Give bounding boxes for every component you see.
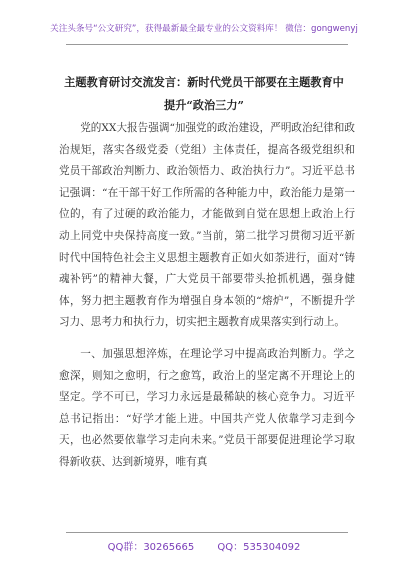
footer-contact: [0, 538, 408, 553]
header-divider: [66, 44, 348, 45]
document-title-line1: 主题教育研讨交流发言：新时代党员干部要在主题教育中: [64, 75, 344, 89]
footer-divider: [66, 532, 348, 533]
document-title-line2: 提升“政治三力”: [164, 98, 244, 112]
paragraph: 党的XX大报告强调“加强党的政治建设，严明政治纪律和政治规矩，落实各级党委（党组）主体责任，提高各级党组织和党员干部政治判断力、政治领悟力、政治执行力”。习近平总书记强调：“在干部干好工作所需的各种能力中，政治能力是第一位的，有了过硬的政治能力，才能做到自觉在思想上政治上行动上同党中央保持高度一致。”当前，第二批学习贯彻习近平新时代中国特色社会主义思想主题教育正如火如荼进行，面对“铸魂补钙”的精神大餐，广大党员干部要带头抢抓机遇，强身健体，努力把主题教育作为增强自身本领的“熔炉”，不断提升学习力、思考力和执行力，切实把主题教育成果落实到行动上。: [59, 122, 355, 329]
footer-qq-group: QQ群：30265665: [107, 542, 195, 553]
footer-qq: QQ：535304092: [217, 542, 301, 553]
header-banner: 关注头条号“公文研究”，获得最新最全最专业的公文资料库！ 微信：gongwenyj: [50, 24, 358, 34]
paragraph: 一、加强思想淬炼，在理论学习中提高政治判断力。学之愈深，则知之愈明，行之愈笃，政治上的坚定离不开理论上的坚定。学不可已，学习力永远是最稀缺的核心竞争力。习近平总书记指出：“好学才能上进。中国共产党人依靠学习走到今天，也必然要依靠学习走向未来。”党员干部要促进理论学习取得新收获、达到新境界，唯有真: [59, 347, 355, 468]
document-body: [59, 118, 355, 474]
